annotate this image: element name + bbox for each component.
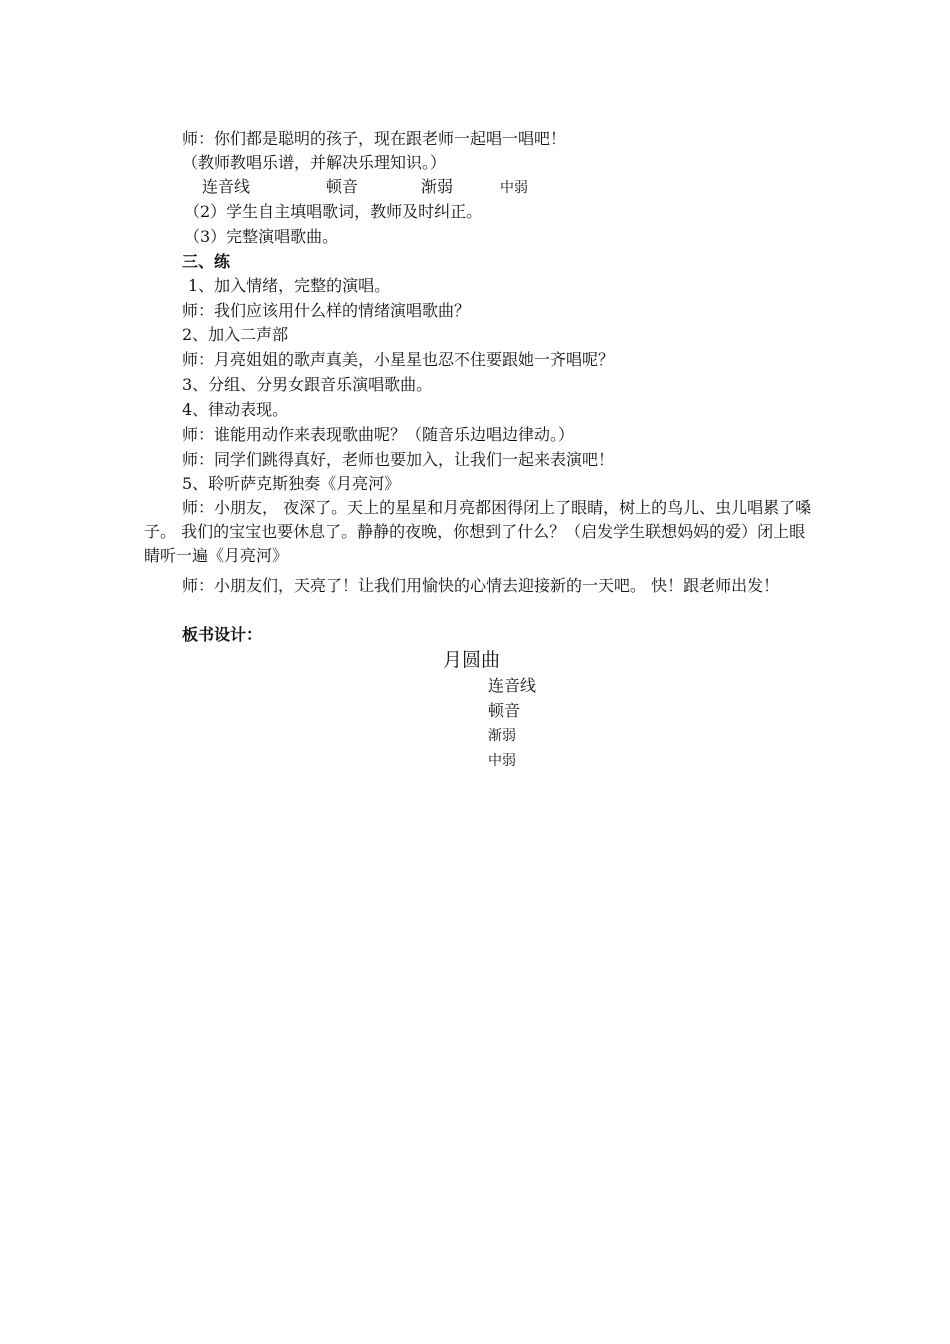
board-title: 月圆曲	[443, 649, 501, 671]
music-term: 顿音	[326, 177, 359, 196]
text-line: 2、加入二声部	[182, 325, 289, 344]
text-line: 5、聆听萨克斯独奏《月亮河》	[182, 474, 401, 493]
paragraph: 师：小朋友， 夜深了。天上的星星和月亮都困得闭上了眼睛，树上的鸟儿、虫儿唱累了嗓子。 我们的宝宝也要休息了。静静的夜晚，你想到了什么？（启发学生联想妈妈的爱）闭上眼睛听一遍《月亮河》	[144, 498, 812, 565]
board-item: 顿音	[488, 701, 521, 720]
board-item: 中弱	[488, 753, 516, 769]
text-line: （教师教唱乐谱，并解决乐理知识。）	[182, 153, 447, 172]
music-term: 渐弱	[421, 177, 454, 196]
board-design-heading: 板书设计：	[182, 625, 263, 644]
text-line: 师：你们都是聪明的孩子，现在跟老师一起唱一唱吧！	[182, 129, 567, 148]
text-line: （2）学生自主填唱歌词，教师及时纠正。	[184, 202, 483, 221]
board-item: 连音线	[488, 676, 537, 695]
text-line: （3）完整演唱歌曲。	[184, 227, 339, 246]
music-term: 中弱	[500, 180, 528, 196]
music-terms-row	[0, 176, 950, 198]
text-line: 4、律动表现。	[182, 400, 289, 419]
text-line: 1、加入情绪，完整的演唱。	[188, 276, 391, 295]
paragraph: 师：小朋友们，天亮了！让我们用愉快的心情去迎接新的一天吧。 快！跟老师出发！	[182, 576, 780, 595]
text-line: 师：谁能用动作来表现歌曲呢？（随音乐边唱边律动。）	[182, 425, 575, 444]
text-line: 师：月亮姐姐的歌声真美，小星星也忍不住要跟她一齐唱呢？	[182, 350, 615, 369]
section-heading: 三、练	[182, 252, 231, 271]
music-term: 连音线	[202, 177, 251, 196]
text-line: 3、分组、分男女跟音乐演唱歌曲。	[182, 375, 433, 394]
text-line: 师：我们应该用什么样的情绪演唱歌曲？	[182, 301, 471, 320]
text-line: 师：同学们跳得真好，老师也要加入，让我们一起来表演吧！	[182, 450, 615, 469]
board-item: 渐弱	[488, 728, 516, 744]
